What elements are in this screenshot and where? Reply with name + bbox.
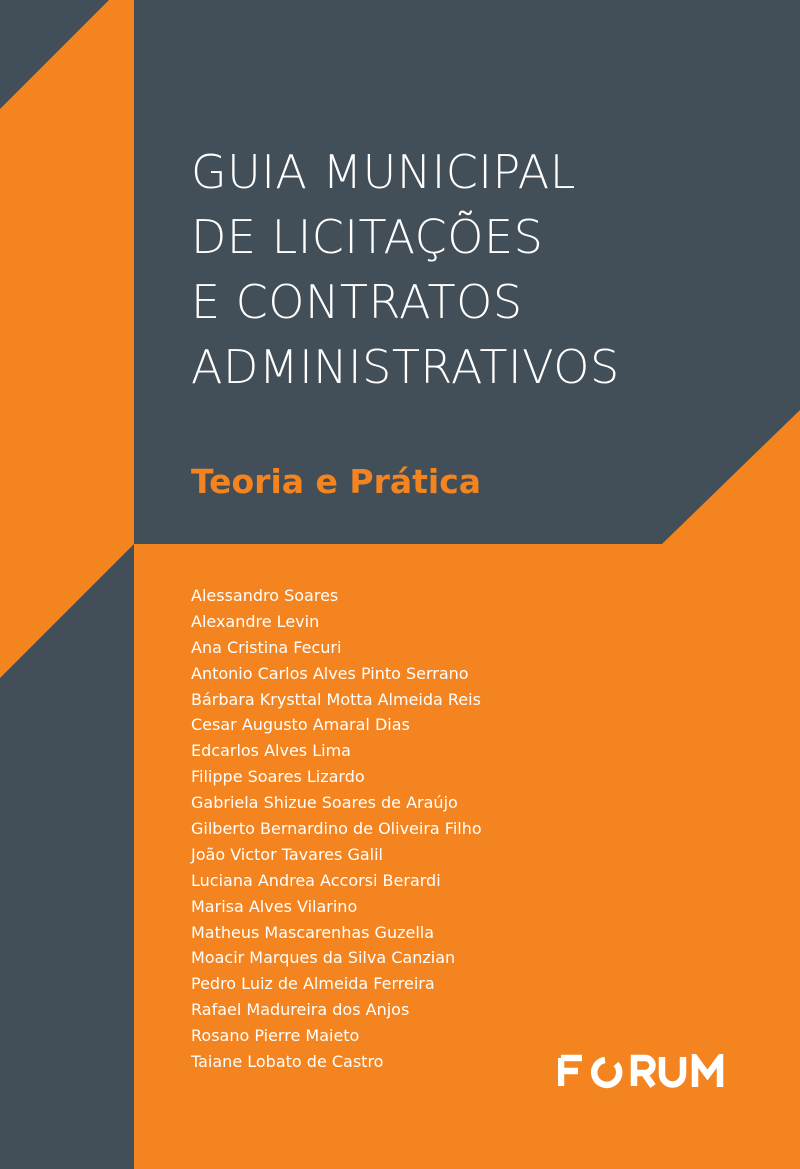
title-line: GUIA MUNICIPAL bbox=[191, 145, 576, 199]
author-name: Marisa Alves Vilarino bbox=[191, 896, 358, 916]
title-line: DE LICITAÇÕES bbox=[191, 210, 544, 264]
forum-logo bbox=[558, 1054, 724, 1090]
author-name: Rosano Pierre Maieto bbox=[191, 1026, 360, 1046]
author-name: Alexandre Levin bbox=[191, 611, 320, 631]
author-name: Edcarlos Alves Lima bbox=[191, 741, 351, 761]
author-name: Gabriela Shizue Soares de Araújo bbox=[191, 793, 458, 813]
author-name: Pedro Luiz de Almeida Ferreira bbox=[191, 974, 435, 994]
author-name: João Victor Tavares Galil bbox=[191, 844, 383, 864]
author-name: Filippe Soares Lizardo bbox=[191, 767, 365, 787]
left-slate-block bbox=[0, 544, 134, 1169]
authors-list bbox=[191, 583, 482, 1075]
author-name: Alessandro Soares bbox=[191, 586, 339, 605]
author-name: Gilberto Bernardino de Oliveira Filho bbox=[191, 819, 482, 839]
author-name: Matheus Mascarenhas Guzella bbox=[191, 922, 435, 942]
author-name: Cesar Augusto Amaral Dias bbox=[191, 715, 410, 735]
book-title bbox=[191, 140, 620, 400]
author-name: Bárbara Krysttal Motta Almeida Reis bbox=[191, 689, 481, 709]
book-subtitle: Teoria e Prática bbox=[191, 462, 482, 501]
author-name: Luciana Andrea Accorsi Berardi bbox=[191, 870, 441, 890]
author-name: Taiane Lobato de Castro bbox=[191, 1052, 384, 1072]
title-line: E CONTRATOS bbox=[191, 275, 523, 329]
top-left-slate-triangle bbox=[0, 0, 109, 109]
title-line: ADMINISTRATIVOS bbox=[191, 340, 620, 394]
author-name: Rafael Madureira dos Anjos bbox=[191, 1000, 410, 1020]
author-name: Antonio Carlos Alves Pinto Serrano bbox=[191, 663, 469, 683]
author-name: Moacir Marques da Silva Canzian bbox=[191, 948, 456, 968]
author-name: Ana Cristina Fecuri bbox=[191, 637, 342, 657]
